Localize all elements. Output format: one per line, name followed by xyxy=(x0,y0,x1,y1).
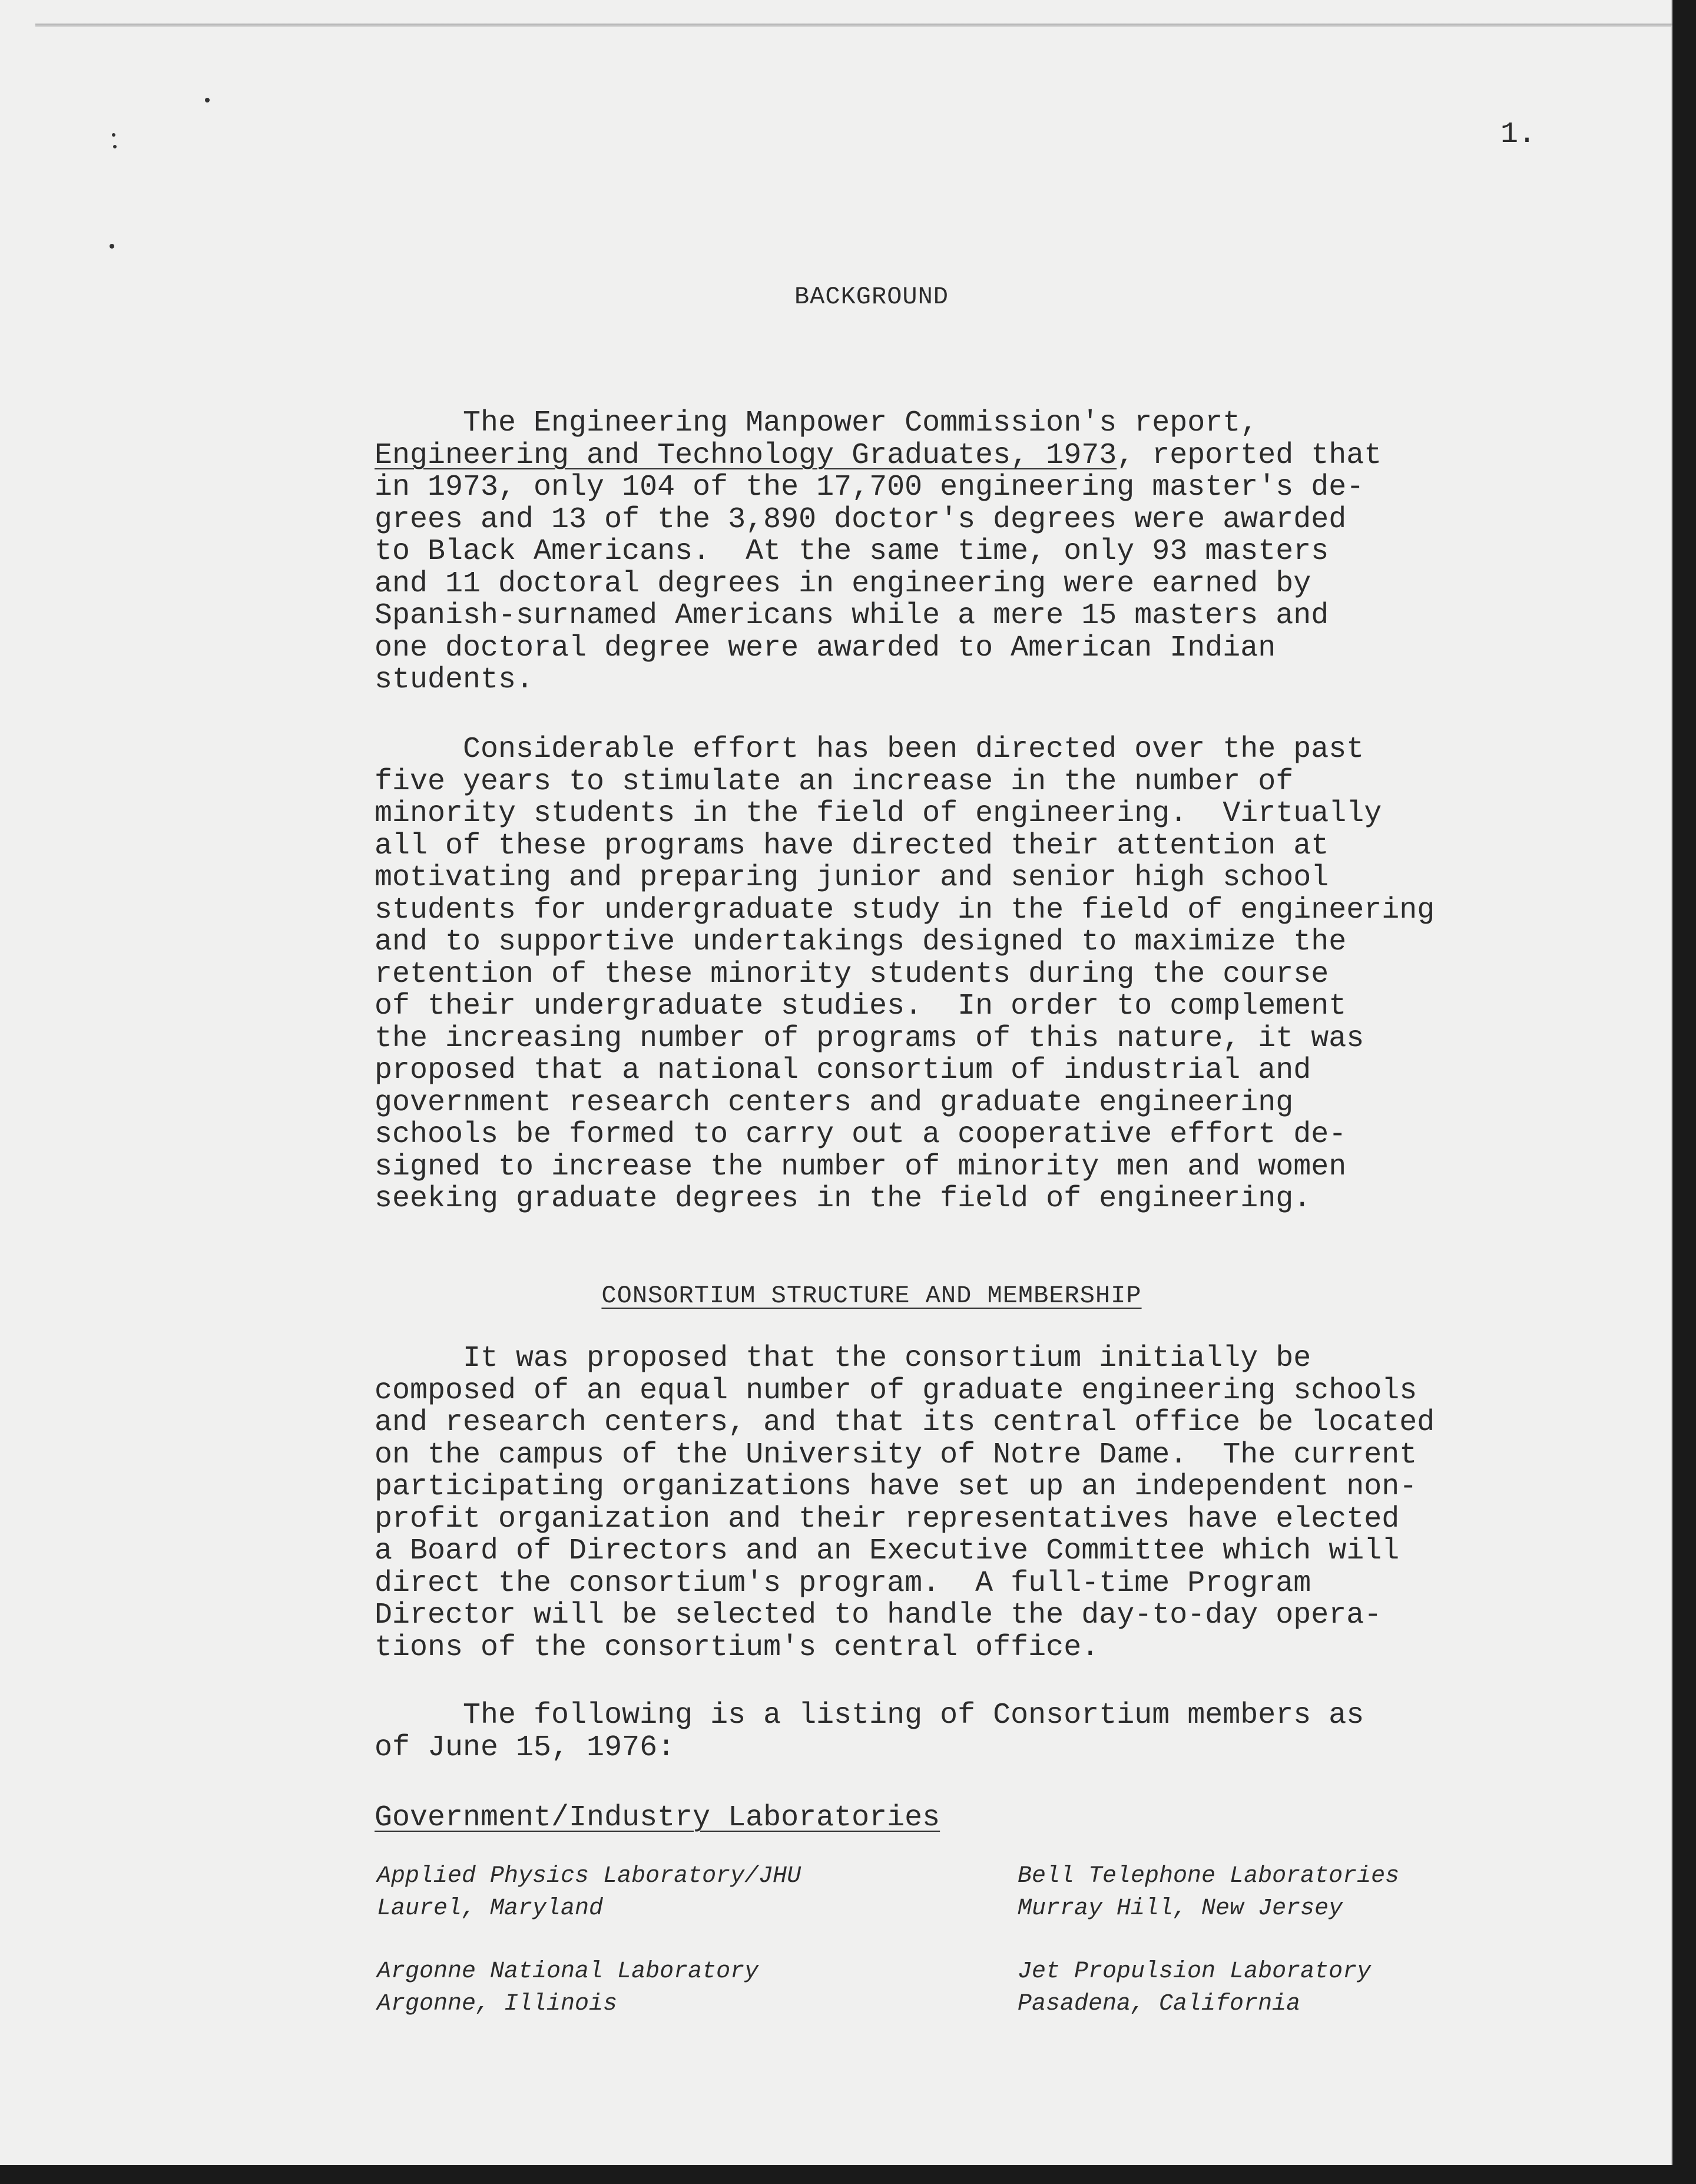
page-number: 1. xyxy=(1500,118,1536,151)
member-entry xyxy=(1018,1860,1399,1925)
member-name: Applied Physics Laboratory/JHU xyxy=(377,1863,801,1890)
paragraph-line: The Engineering Manpower Commission's report, xyxy=(375,406,1258,440)
report-title: Engineering and Technology Graduates, 1973 xyxy=(375,438,1117,472)
paragraph-text: in 1973, only 104 of the 17,700 engineering master's de- grees and 13 of the 3,890 doctor's degrees were awarded to Black Americans. At the same time, only 93 masters and 11 doctoral degrees in engineering were earned by Spanish-surnamed Americans while a mere 15 masters and one doctoral degree were awarded to American Indian students. xyxy=(375,471,1364,697)
subheading-text: Government/Industry Laboratories xyxy=(375,1801,940,1835)
member-entry xyxy=(1018,1955,1371,2020)
paper-speck xyxy=(112,133,115,137)
page-top-edge xyxy=(35,24,1672,27)
section-heading-background: BACKGROUND xyxy=(794,283,949,311)
paragraph-consortium-structure: It was proposed that the consortium initially be composed of an equal number of graduate engineering schools and research centers, and that its central office be located on the campus of the University of Notre Dame. The current participating organizations have set up an independent non- profit organization and their representatives have elected a Board of Directors and an Executive Committee which will direct the consortium's program. A full-time Program Director will be selected to handle the day-to-day opera- tions of the consortium's central office. xyxy=(375,1342,1435,1665)
member-location: Murray Hill, New Jersey xyxy=(1018,1895,1343,1922)
section-heading-text: CONSORTIUM STRUCTURE AND MEMBERSHIP xyxy=(601,1282,1142,1310)
member-location: Pasadena, California xyxy=(1018,1991,1301,2017)
paper-speck xyxy=(110,244,114,249)
paper-speck xyxy=(113,145,117,148)
paragraph-report xyxy=(375,408,1382,697)
member-entry xyxy=(377,1860,801,1925)
member-name: Bell Telephone Laboratories xyxy=(1018,1863,1400,1890)
member-name: Jet Propulsion Laboratory xyxy=(1018,1958,1372,1985)
member-location: Argonne, Illinois xyxy=(377,1991,618,2017)
paragraph-member-listing: The following is a listing of Consortium members as of June 15, 1976: xyxy=(375,1699,1364,1765)
paragraph-text: , reported that xyxy=(1117,438,1382,472)
section-heading-consortium xyxy=(0,1282,1696,1310)
member-entry xyxy=(377,1955,758,2020)
subheading-laboratories xyxy=(375,1801,940,1835)
paragraph-effort: Considerable effort has been directed over the past five years to stimulate an increase in the number of minority students in the field of engineering. Virtually all of these programs have directed their attention at motivating and preparing junior and senior high school students for undergraduate study in the field of engineering and to supportive undertakings designed to maximize the retention of these minority students during the course of their undergraduate studies. In order to complement the increasing number of programs of this nature, it was proposed that a national consortium of industrial and government research centers and graduate engineering schools be formed to carry out a cooperative effort de- signed to increase the number of minority men and women seeking graduate degrees in the field of engineering. xyxy=(375,733,1435,1216)
paper-speck xyxy=(205,98,210,102)
member-name: Argonne National Laboratory xyxy=(377,1958,759,1985)
member-location: Laurel, Maryland xyxy=(377,1895,604,1922)
